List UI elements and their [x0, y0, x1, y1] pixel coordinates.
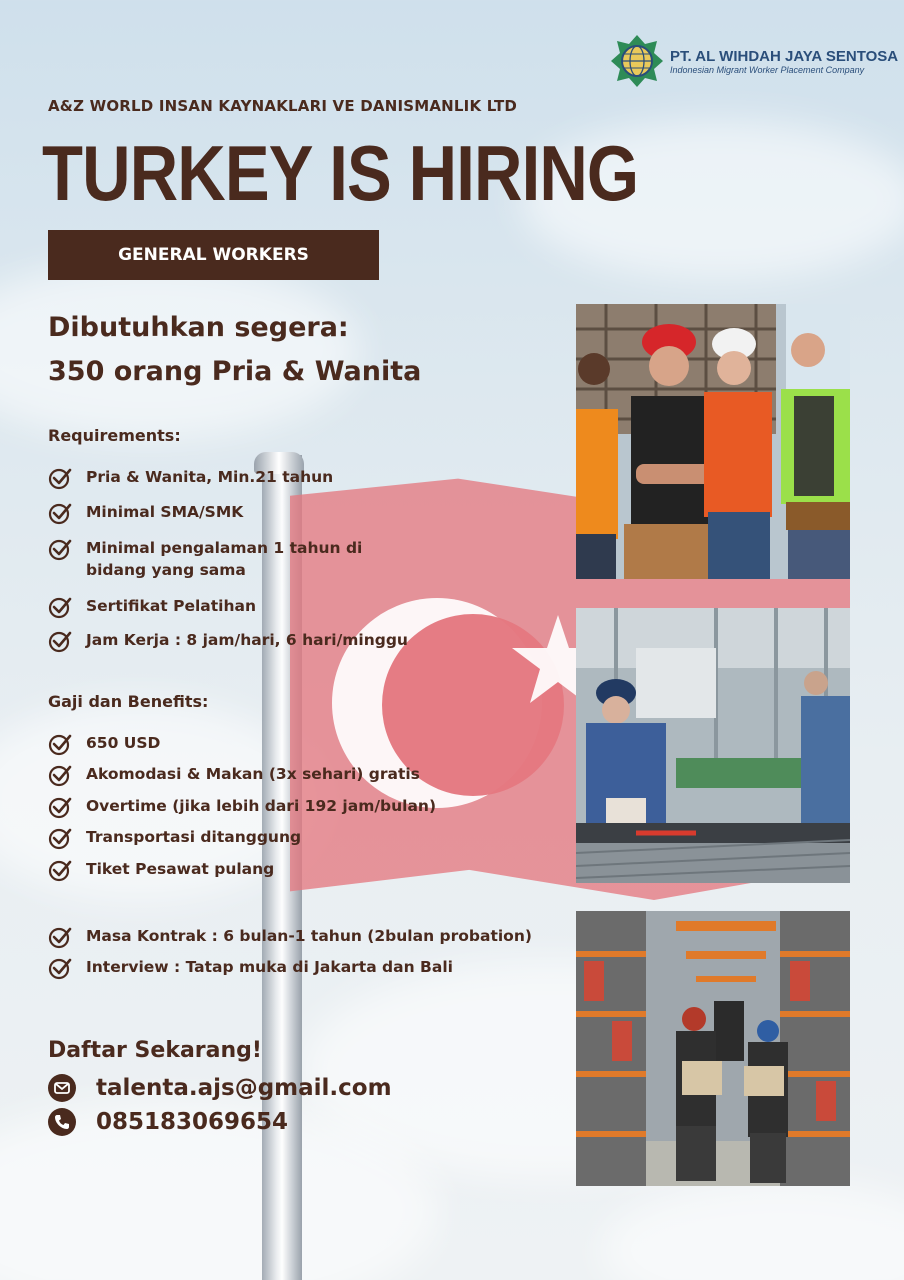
check-circle-icon — [48, 629, 72, 653]
list-item-text: Overtime (jika lebih dari 192 jam/bulan) — [86, 797, 437, 815]
check-circle-icon — [48, 466, 72, 490]
logo-name: PT. AL WIHDAH JAYA SENTOSA — [670, 47, 899, 65]
phone-contact[interactable] — [48, 1108, 288, 1136]
list-item-text: Jam Kerja : 8 jam/hari, 6 hari/minggu — [86, 631, 408, 649]
check-circle-icon — [48, 763, 72, 787]
list-item-text: Minimal pengalaman 1 tahun di bidang yang sama — [86, 539, 363, 579]
globe-logo-icon — [610, 34, 664, 88]
phone-text[interactable]: 085183069654 — [96, 1109, 289, 1135]
check-circle-icon — [48, 732, 72, 756]
list-item — [48, 629, 428, 653]
check-circle-icon — [48, 595, 72, 619]
email-contact[interactable] — [48, 1074, 392, 1102]
check-circle-icon — [48, 795, 72, 819]
list-item-text: 650 USD — [86, 734, 161, 752]
list-item — [48, 595, 388, 619]
employer-name: A&Z WORLD INSAN KAYNAKLARI VE DANISMANLIK LTD — [48, 97, 518, 115]
logo-tagline: Indonesian Migrant Worker Placement Company — [670, 64, 865, 75]
list-item — [48, 763, 468, 787]
list-item — [48, 795, 488, 819]
check-circle-icon — [48, 858, 72, 882]
list-item — [48, 466, 388, 490]
photo-construction-workers — [576, 304, 850, 579]
list-item-text: Interview : Tatap muka di Jakarta dan Bali — [86, 958, 453, 976]
headline: TURKEY IS HIRING — [42, 129, 639, 217]
check-circle-icon — [48, 826, 72, 850]
list-item-text: Tiket Pesawat pulang — [86, 860, 275, 878]
list-item-text: Transportasi ditanggung — [86, 828, 302, 846]
check-circle-icon — [48, 956, 72, 980]
list-item — [48, 858, 468, 882]
list-item-text: Akomodasi & Makan (3x sehari) gratis — [86, 765, 420, 783]
list-item-text: Sertifikat Pelatihan — [86, 597, 257, 615]
list-item — [48, 501, 388, 525]
envelope-icon — [48, 1074, 76, 1102]
cta-heading: Daftar Sekarang! — [48, 1038, 262, 1063]
list-item — [48, 956, 548, 980]
urgent-line-1: Dibutuhkan segera: — [48, 312, 349, 343]
check-circle-icon — [48, 537, 72, 561]
list-item-text: Masa Kontrak : 6 bulan-1 tahun (2bulan probation) — [86, 927, 532, 945]
list-item — [48, 537, 388, 581]
phone-icon — [48, 1108, 76, 1136]
list-item — [48, 826, 468, 850]
photo-warehouse-workers — [576, 911, 850, 1186]
list-item — [48, 732, 468, 756]
list-item-text: Pria & Wanita, Min.21 tahun — [86, 468, 334, 486]
requirements-title: Requirements: — [48, 426, 181, 445]
list-item-text: Minimal SMA/SMK — [86, 503, 244, 521]
list-item — [48, 925, 563, 949]
role-banner: GENERAL WORKERS — [48, 230, 379, 280]
check-circle-icon — [48, 501, 72, 525]
check-circle-icon — [48, 925, 72, 949]
urgent-notice — [48, 306, 421, 394]
urgent-line-2: 350 orang Pria & Wanita — [48, 356, 422, 387]
company-logo — [610, 34, 898, 88]
photo-factory-workers — [576, 608, 850, 883]
benefits-title: Gaji dan Benefits: — [48, 692, 209, 711]
email-text[interactable]: talenta.ajs@gmail.com — [96, 1075, 392, 1101]
